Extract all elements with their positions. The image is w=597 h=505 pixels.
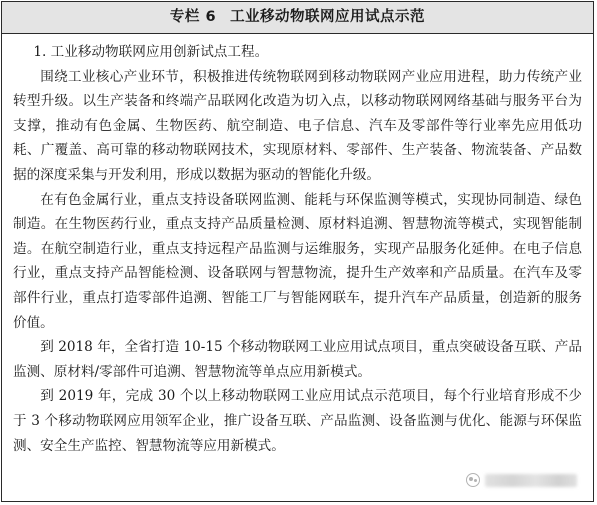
wechat-icon (466, 473, 480, 487)
box-title-bar (2, 2, 593, 34)
box-content (13, 40, 582, 458)
paragraph-2018-goal: 到 2018 年，全省打造 10-15 个移动物联网工业应用试点项目，重点突破设备互联、产品监测、原材料/零部件可追溯、智慧物流等单点应用新模式。 (13, 339, 582, 380)
paragraph-overview: 围绕工业核心产业环节，积极推进传统物联网到移动物联网产业应用进程，助力传统产业转型升级。以生产装备和终端产品联网化改造为切入点，以移动物联网网络基础与服务平台为支撑，推动有色金属、生物医药、航空制造、电子信息、汽车及零部件等行业率先应用低功耗、广覆盖、高可靠的移动物联网技术，实现原材料、零部件、生产装备、物流装备、产品数据的深度采集与开发利用，形成以数据为驱动的智能化升级。 (13, 68, 582, 183)
paragraph-2019-goal: 到 2019 年，完成 30 个以上移动物联网工业应用试点示范项目，每个行业培育形成不少于 3 个移动物联网应用领军企业，推广设备互联、产品监测、设备监测与优化、能源与环保监测、安全生产监控、智慧物流等应用新模式。 (13, 388, 582, 454)
section-heading: 1. 工业移动物联网应用创新试点工程。 (33, 44, 269, 60)
watermark-blurred-text (485, 474, 577, 487)
box-title-number: 专栏 6 (169, 9, 217, 25)
watermark (466, 473, 577, 487)
paragraph-industries: 在有色金属行业，重点支持设备联网监测、能耗与环保监测等模式，实现协同制造、绿色制造。在生物医药行业，重点支持产品质量检测、原材料追溯、智慧物流等模式，实现智能制造。在航空制造行业，重点支持远程产品监测与运维服务，实现产品服务化延伸。在电子信息行业，重点支持产品智能检测、设备联网与智慧物流，提升生产效率和产品质量。在汽车及零部件行业，重点打造零部件追溯、智能工厂与智能网联车，提升汽车产品质量，创造新的服务价值。 (13, 191, 582, 331)
box-title-text: 工业移动物联网应用试点示范 (230, 9, 426, 25)
feature-box (1, 1, 594, 502)
